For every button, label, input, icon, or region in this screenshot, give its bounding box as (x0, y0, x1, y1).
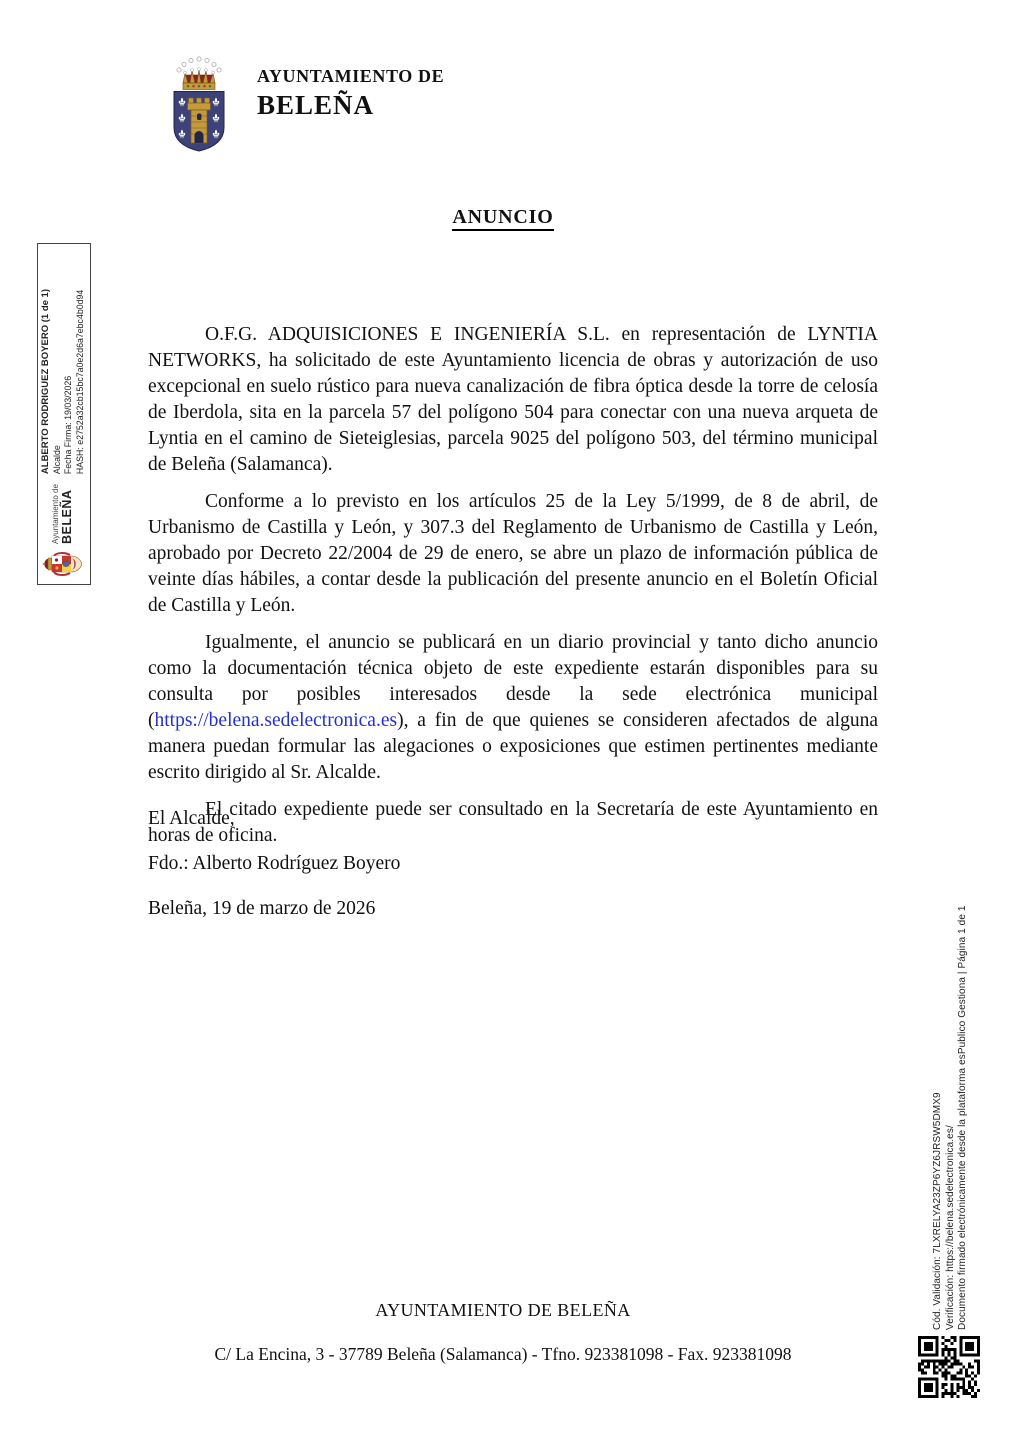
signature-name: Fdo.: Alberto Rodríguez Boyero (148, 853, 401, 874)
qr-code (918, 1336, 980, 1398)
sede-electronica-link[interactable]: https://belena.sedelectronica.es (154, 710, 398, 731)
stamp-signer-name: ALBERTO RODRIGUEZ BOYERO (1 de 1) (40, 289, 51, 475)
stamp-org-name: BELEÑA (59, 489, 74, 544)
paragraph-3-before: Igualmente, el anuncio se publicará en un diario provincial y tanto dicho anuncio como la documentación técnica objeto de este expediente estarán disponibles para su consulta por posibles interesados desde la sede electrónica municipal ( (148, 632, 878, 731)
paragraph-1: O.F.G. ADQUISICIONES E INGENIERÍA S.L. en representación de LYNTIA NETWORKS, ha solicitado de este Ayuntamiento licencia de obras y autorización de uso excepcional en suelo rústico para nueva canalización de fibra óptica desde la torre de celosía de Iberdola, sita en la parcela 57 del polígono 504 para conectar con una nueva arqueta de Lyntia en el camino de Sieteiglesias, parcela 9025 del polígono 503, del término municipal de Beleña (Salamanca). (148, 324, 878, 475)
paragraph-2: Conforme a lo previsto en los artículos 25 de la Ley 5/1999, de 8 de abril, de Urbanismo de Castilla y León, y 307.3 del Reglamento de Urbanismo de Castilla y León, aprobado por Decreto 22/2004 de 29 de enero, se abre un plazo de información pública de veinte días hábiles, a contar desde la publicación del presente anuncio en el Boletín Oficial de Castilla y León. (148, 491, 878, 616)
platform-note: Documento firmado electrónicamente desde la plataforma esPublico Gestiona | Página 1 de 1 (957, 905, 968, 1330)
verification-url: Verificación: https://belena.sedelectronica.es/ (944, 1125, 956, 1330)
paragraph-3-after: ), a fin de que quienes se consideren afectados de alguna manera puedan formular las alegaciones o exposiciones que estimen pertinentes mediante escrito dirigido al Sr. Alcalde. (148, 710, 878, 783)
mini-crest-icon (41, 549, 85, 579)
digital-signature-stamp (37, 243, 91, 585)
footer-address: C/ La Encina, 3 - 37789 Beleña (Salamanca) - Tfno. 923381098 - Fax. 923381098 (214, 1344, 792, 1364)
signature-block (148, 806, 400, 941)
paragraph-4: El citado expediente puede ser consultado en la Secretaría de este Ayuntamiento en horas de oficina. (148, 799, 878, 846)
signature-place-date: Beleña, 19 de marzo de 2026 (148, 898, 376, 919)
header-org-line1: AYUNTAMIENTO DE (257, 66, 445, 86)
header-org-line2: BELEÑA (257, 89, 375, 120)
stamp-sign-date: Fecha Firma: 19/03/2026 (63, 375, 73, 475)
validation-stamp (932, 870, 970, 1330)
crest-icon (171, 56, 227, 152)
header-org (257, 66, 444, 121)
document-title-text: ANUNCIO (452, 206, 553, 231)
stamp-signer-info (40, 289, 86, 474)
document-title (148, 206, 858, 229)
document-body (148, 322, 878, 860)
stamp-signer-role: Alcalde (51, 445, 62, 475)
footer-org: AYUNTAMIENTO DE BELEÑA (375, 1300, 631, 1320)
stamp-org-small: Ayuntamiento de (51, 484, 61, 544)
stamp-hash: HASH: e2752a32cb15bc7a0e2d6a7ebc4b0d94 (74, 289, 85, 475)
stamp-org (52, 484, 74, 544)
validation-code: Cód. Validación: 7LXRELYA23ZP6YZ6JRSW5DMX9 (932, 1092, 943, 1330)
paragraph-3 (148, 630, 878, 786)
signature-role: El Alcalde, (148, 808, 235, 829)
